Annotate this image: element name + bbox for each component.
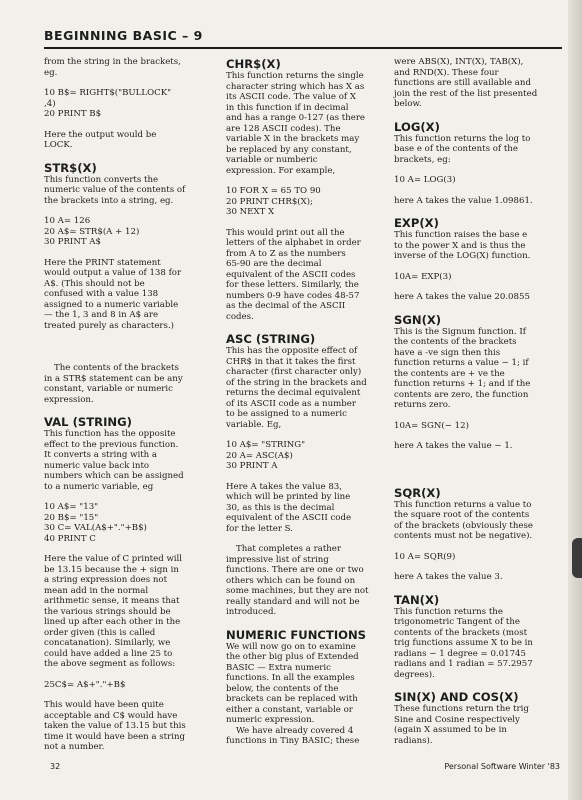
paragraph: This has the opposite effect of CHR$ in that it takes the first character (first character only) of the string in the brackets and returns the decimal equivalent of its ASCII code as a number to be assigned to a numeric variable. Eg, xyxy=(226,346,367,430)
paragraph: These functions return the trig Sine and Cosine respectively (again X assumed to be in radians). xyxy=(394,704,529,746)
paragraph: This function raises the base e to the power X and is thus the inverse of the LOG(X) function. xyxy=(394,230,531,261)
column-middle xyxy=(226,57,392,747)
paragraph: This would print out all the letters of the alphabet in order from A to Z as the numbers 65-90 are the decimal equivalent of the ASCII codes for these letters. Similarly, the numbers 0-9 have codes 48-57 as the decimal of the ASCII codes. xyxy=(226,227,361,322)
paragraph: This function returns the trigonometric Tangent of the contents of the brackets (most trig functions assume X to be in radians − 1 degree = 0.01745 radians and 1 radian = 57.2957 degrees). xyxy=(394,606,533,680)
section-heading-tan: TAN(X) xyxy=(394,592,440,607)
paragraph: This function has the opposite effect to the previous function. It converts a string with a numeric value back into numbers which can be assigned to a numeric variable, eg xyxy=(44,429,184,492)
page-number: 32 xyxy=(50,762,61,771)
paragraph: here A takes the value 3. xyxy=(394,572,503,582)
paragraph: Here the PRINT statement would output a value of 138 for A$. (This should not be confused with a value 138 assigned to a numeric variable — the 1, 3 and 8 in A$ are treated purely as characters.) xyxy=(44,257,182,331)
paragraph: This function converts the numeric value of the contents of the brackets into a string, eg. xyxy=(44,174,186,206)
code-listing: 25C$= A$+"."+B$ xyxy=(44,679,126,690)
paragraph: Here the value of C printed will be 13.15 because the + sign in a string expression does not mean add in the normal arithmetic sense, it means that the various strings should be lined up after each other in the order given (this is called concatanation). Similarly, we could have added a line 25 to the above segment as follows: xyxy=(44,554,183,669)
code-listing: 10 A= LOG(3) xyxy=(394,175,456,185)
paragraph: here A takes the value 20.0855 xyxy=(394,292,530,302)
column-right xyxy=(394,57,564,746)
paragraph: We have already covered 4 functions in Tiny BASIC; these xyxy=(226,725,360,746)
page-edge-tab xyxy=(572,538,582,578)
code-listing: 10 A= 126 20 A$= STR$(A + 12) 30 PRINT A$ xyxy=(44,216,140,247)
paragraph: Here the output would be LOCK. xyxy=(44,129,157,150)
code-listing: 10A= SGN(− 12) xyxy=(394,420,469,431)
paragraph: This function returns a value to the square root of the contents of the brackets (obviously these contents must not be negative). xyxy=(394,499,533,541)
paragraph: This would have been quite acceptable and C$ would have taken the value of 13.15 but this time it would have been a string not a number. xyxy=(44,700,186,752)
code-listing: 10 A= SQR(9) xyxy=(394,551,456,562)
section-heading-asc: ASC (STRING) xyxy=(226,332,316,346)
footer-source: Personal Software Winter '83 xyxy=(444,762,560,771)
paragraph: The contents of the brackets in a STR$ statement can be any constant, variable or numeric expression. xyxy=(44,363,183,405)
paragraph: This is the Signum function. If the contents of the brackets have a -ve sign then this function returns a value − 1; if the contents are + ve the function returns + 1; and if the contents are zero, the function returns zero. xyxy=(394,326,531,410)
paragraph: here A takes the value − 1. xyxy=(394,441,513,451)
paragraph: That completes a rather impressive list of string functions. There are one or two others which can be found on some machines, but they are not really standard and will not be introduced. xyxy=(226,544,369,617)
paragraph: We will now go on to examine the other big plus of Extended BASIC — Extra numeric functions. In all the examples below, the contents of the brackets can be replaced with either a constant, variable or numeric expression. xyxy=(226,641,359,725)
running-header: BEGINNING BASIC – 9 xyxy=(44,28,203,43)
paragraph: here A takes the value 1.09861. xyxy=(394,195,533,206)
code-listing: 10 B$= RIGHT$("BULLOCK" ,4) 20 PRINT B$ xyxy=(44,88,172,119)
code-listing: 10 A$= "13" 20 B$= "15" 30 C= VAL(A$+"."+B$) 40 PRINT C xyxy=(44,502,147,544)
paragraph: Here A takes the value 83, which will be printed by line 30, as this is the decimal equivalent of the ASCII code for the letter S. xyxy=(226,481,352,534)
section-heading-chr: CHR$(X) xyxy=(226,57,281,71)
paragraph: from the string in the brackets, eg. xyxy=(44,57,181,78)
code-listing: 10 FOR X = 65 TO 90 20 PRINT CHR$(X); 30 NEXT X xyxy=(226,186,321,217)
section-heading-exp: EXP(X) xyxy=(394,216,439,230)
section-heading-log: LOG(X) xyxy=(394,119,440,134)
paragraph: This function returns the single character string which has X as its ASCII code. The value of X in this function if in decimal and has a range 0-127 (as there are 128 ASCII codes). The variable X in the brackets may be replaced by any constant, variable or numberic expression. For example, xyxy=(226,71,366,176)
section-heading-sin-cos: SIN(X) AND COS(X) xyxy=(394,690,519,704)
page-edge-shadow xyxy=(568,0,582,800)
code-listing: 10A= EXP(3) xyxy=(394,271,452,282)
paragraph: This function returns the log to base e of the contents of the brackets, eg: xyxy=(394,133,531,165)
code-listing: 10 A$= "STRING" 20 A= ASC(A$) 30 PRINT A xyxy=(226,440,306,471)
section-heading-numeric: NUMERIC FUNCTIONS xyxy=(226,627,367,642)
header-rule xyxy=(44,47,562,49)
section-heading-str: STR$(X) xyxy=(44,160,97,175)
section-heading-sgn: SGN(X) xyxy=(394,312,442,327)
section-heading-val: VAL (STRING) xyxy=(44,415,132,429)
section-heading-sqr: SQR(X) xyxy=(394,485,441,500)
paragraph: were ABS(X), INT(X), TAB(X), and RND(X). These four functions are still available and join the rest of the list presented below. xyxy=(394,57,538,109)
column-left xyxy=(44,57,212,753)
